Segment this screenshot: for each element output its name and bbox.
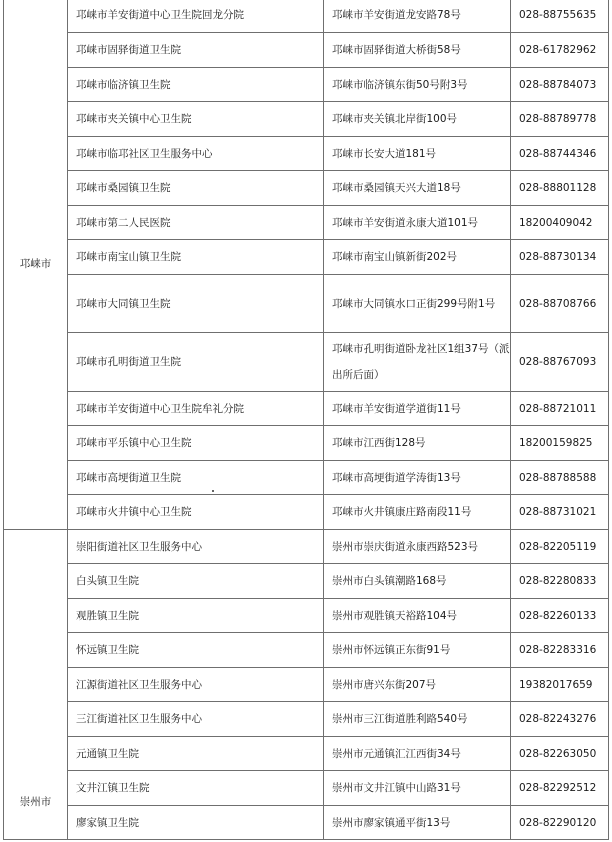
- clinic-address: 邛崃市江西街128号: [324, 426, 511, 461]
- clinic-name: 文井江镇卫生院: [68, 771, 324, 806]
- clinic-address: 邛崃市临济镇东街50号附3号: [324, 68, 511, 102]
- clinic-phone: 028-88730134: [511, 240, 609, 275]
- clinic-address: 崇州市怀远镇正东街91号: [324, 633, 511, 668]
- clinic-phone: 028-82260133: [511, 599, 609, 633]
- clinic-address: 邛崃市南宝山镇新街202号: [324, 240, 511, 275]
- clinic-phone: 028-88755635: [511, 0, 609, 33]
- city-cell-qionglai: 邛崃市: [4, 0, 68, 530]
- clinic-phone: 028-88767093: [511, 333, 609, 392]
- clinic-name: 白头镇卫生院: [68, 564, 324, 599]
- clinic-address: 邛崃市长安大道181号: [324, 137, 511, 171]
- clinic-phone: 028-82292512: [511, 771, 609, 806]
- clinic-name: 邛崃市桑园镇卫生院: [68, 171, 324, 206]
- clinic-phone: 028-82263050: [511, 737, 609, 771]
- table-row: [4, 333, 609, 392]
- clinic-phone: 028-82290120: [511, 806, 609, 840]
- table-row: [4, 633, 609, 668]
- clinic-address: 崇州市三江街道胜利路540号: [324, 702, 511, 737]
- clinic-phone: 028-88788588: [511, 461, 609, 495]
- table-row: [4, 530, 609, 564]
- table-row: [4, 771, 609, 806]
- table-row: [4, 599, 609, 633]
- clinic-address: 崇州市廖家镇通平街13号: [324, 806, 511, 840]
- table-row: [4, 137, 609, 171]
- clinic-phone: 18200409042: [511, 206, 609, 240]
- clinic-phone: 19382017659: [511, 668, 609, 702]
- clinic-address: 邛崃市孔明街道卧龙社区1组37号（派出所后面）: [324, 333, 511, 392]
- clinic-address: 邛崃市夹关镇北岸街100号: [324, 102, 511, 137]
- clinic-address: 崇州市文井江镇中山路31号: [324, 771, 511, 806]
- city-cell-chongzhou: 崇州市: [4, 530, 68, 840]
- clinic-name: 邛崃市孔明街道卫生院: [68, 333, 324, 392]
- clinic-name: 崇阳街道社区卫生服务中心: [68, 530, 324, 564]
- clinic-name: 邛崃市大同镇卫生院: [68, 275, 324, 333]
- table-row: [4, 461, 609, 495]
- table-row: [4, 0, 609, 33]
- table-row: [4, 102, 609, 137]
- clinic-phone: 028-88801128: [511, 171, 609, 206]
- table-row: [4, 68, 609, 102]
- table-row: [4, 806, 609, 840]
- clinic-address: 崇州市崇庆街道永康西路523号: [324, 530, 511, 564]
- clinic-address: 邛崃市羊安街道学道街11号: [324, 392, 511, 426]
- table-row: [4, 564, 609, 599]
- clinic-name: 邛崃市固驿街道卫生院: [68, 33, 324, 68]
- clinic-address: 邛崃市高埂街道学涛街13号: [324, 461, 511, 495]
- clinic-name: 怀远镇卫生院: [68, 633, 324, 668]
- clinic-name: 邛崃市第二人民医院: [68, 206, 324, 240]
- clinic-phone: 028-82205119: [511, 530, 609, 564]
- clinic-name: 邛崃市羊安街道中心卫生院牟礼分院: [68, 392, 324, 426]
- clinic-phone: 028-61782962: [511, 33, 609, 68]
- clinic-phone: 028-88708766: [511, 275, 609, 333]
- table-row: [4, 702, 609, 737]
- clinic-table: [3, 0, 609, 840]
- clinic-phone: 18200159825: [511, 426, 609, 461]
- stray-dot: [212, 490, 214, 492]
- clinic-name: 元通镇卫生院: [68, 737, 324, 771]
- clinic-address: 邛崃市羊安街道龙安路78号: [324, 0, 511, 33]
- clinic-address: 崇州市唐兴东街207号: [324, 668, 511, 702]
- clinic-phone: 028-88721011: [511, 392, 609, 426]
- clinic-address: 崇州市观胜镇天裕路104号: [324, 599, 511, 633]
- clinic-name: 邛崃市夹关镇中心卫生院: [68, 102, 324, 137]
- clinic-address: 邛崃市桑园镇天兴大道18号: [324, 171, 511, 206]
- clinic-name: 邛崃市平乐镇中心卫生院: [68, 426, 324, 461]
- clinic-name: 邛崃市南宝山镇卫生院: [68, 240, 324, 275]
- clinic-name: 邛崃市羊安街道中心卫生院回龙分院: [68, 0, 324, 33]
- clinic-phone: 028-82280833: [511, 564, 609, 599]
- table-row: [4, 495, 609, 530]
- table-row: [4, 33, 609, 68]
- clinic-address: 崇州市元通镇汇江西街34号: [324, 737, 511, 771]
- clinic-name: 邛崃市火井镇中心卫生院: [68, 495, 324, 530]
- clinic-phone: 028-82283316: [511, 633, 609, 668]
- clinic-name: 江源街道社区卫生服务中心: [68, 668, 324, 702]
- clinic-name: 三江街道社区卫生服务中心: [68, 702, 324, 737]
- table-row: [4, 240, 609, 275]
- clinic-address: 邛崃市固驿街道大桥街58号: [324, 33, 511, 68]
- clinic-phone: 028-88731021: [511, 495, 609, 530]
- clinic-phone: 028-88789778: [511, 102, 609, 137]
- clinic-name: 邛崃市临济镇卫生院: [68, 68, 324, 102]
- table-row: [4, 171, 609, 206]
- clinic-address: 崇州市白头镇潮路168号: [324, 564, 511, 599]
- table-row: [4, 426, 609, 461]
- clinic-name: 观胜镇卫生院: [68, 599, 324, 633]
- clinic-name: 廖家镇卫生院: [68, 806, 324, 840]
- clinic-name: 邛崃市临邛社区卫生服务中心: [68, 137, 324, 171]
- clinic-address: 邛崃市大同镇水口正街299号附1号: [324, 275, 511, 333]
- clinic-phone: 028-88744346: [511, 137, 609, 171]
- clinic-address: 邛崃市羊安街道永康大道101号: [324, 206, 511, 240]
- clinic-phone: 028-82243276: [511, 702, 609, 737]
- table-row: [4, 392, 609, 426]
- table-row: [4, 737, 609, 771]
- table-row: [4, 668, 609, 702]
- table-row: [4, 206, 609, 240]
- table-row: [4, 275, 609, 333]
- clinic-name: 邛崃市高埂街道卫生院: [68, 461, 324, 495]
- clinic-address: 邛崃市火井镇康庄路南段11号: [324, 495, 511, 530]
- clinic-phone: 028-88784073: [511, 68, 609, 102]
